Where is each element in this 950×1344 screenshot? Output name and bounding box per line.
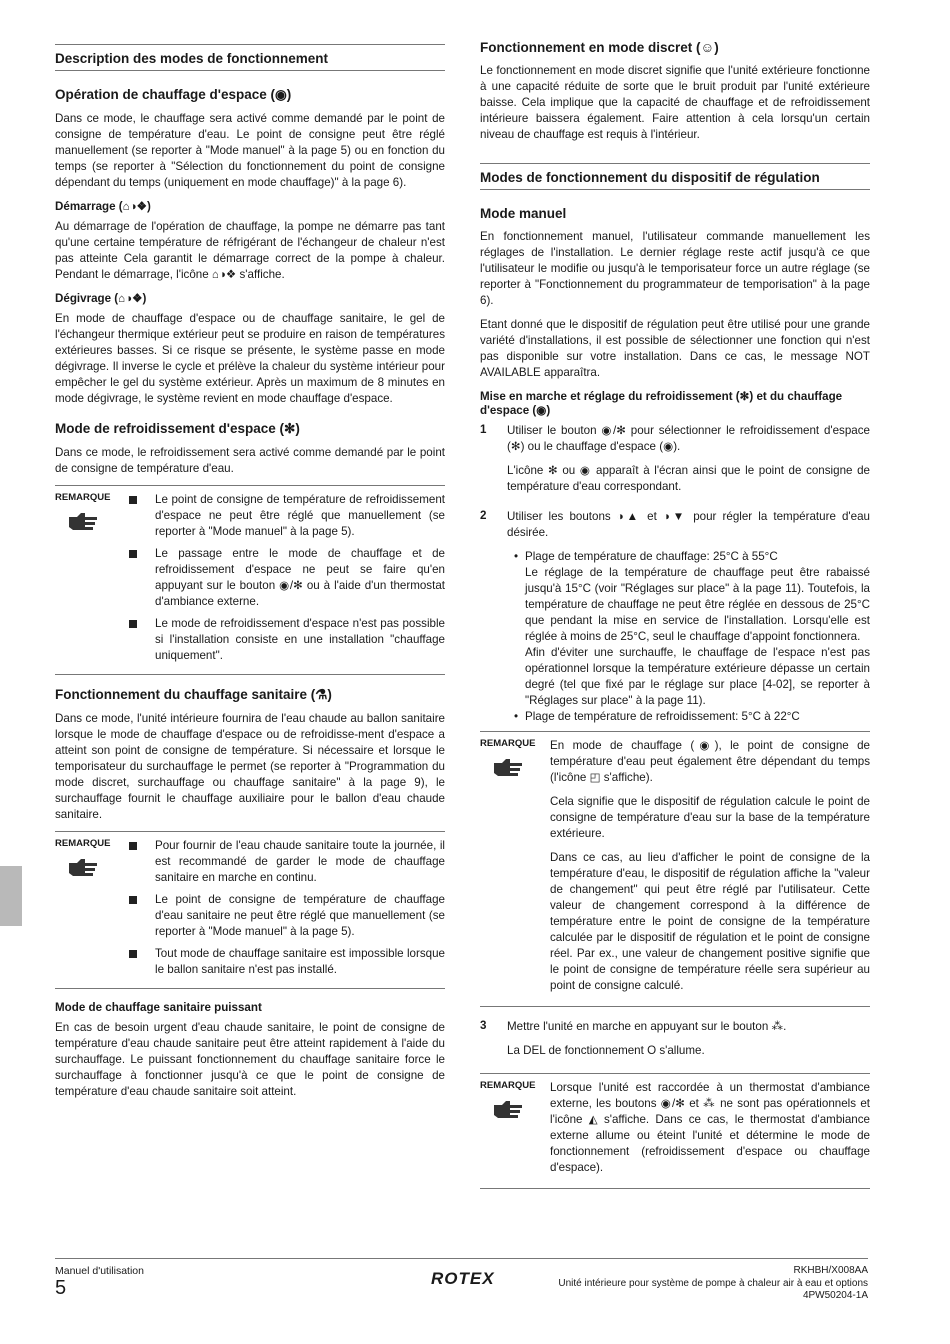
manual-text: Etant donné que le dispositif de régulation peut être utilisé pour une grande variété d'installations, il est possible de sélectionner une fonction qui n'est pas disponible sur votre installation. Dans ce cas, le message NOT AVAILABLE apparaîtra. [480,318,870,379]
section-title: Modes de fonctionnement du dispositif de régulation [480,163,870,190]
bullet-square-icon [129,896,137,904]
note-label: REMARQUE [480,738,536,749]
page-footer [55,1258,868,1301]
note-bullet: Pour fournir de l'eau chaude sanitaire toute la journée, il est recommandé de garder le mode de chauffage sanitaire en marche en continu. [125,838,445,886]
right-column [480,40,870,1201]
footer-description: Unité intérieure pour système de pompe à chaleur air à eau et options [558,1277,868,1289]
rotex-logo: ROTEX [431,1269,495,1288]
step: 2 Utiliser les boutons ◑▲ et ◑▼ pour régler la température d'eau désirée. • Plage de température de chauffage: 25°C à 55°C Le réglage de la température de chauffage peut être rabaissé jusqu'à 15°C (voir "Réglages sur place" à la page 11). Toutefois, la température de chauffage ne peut être réglée en dessous de 25°C que pendant la mise en service de l'installation. Lorsqu'elle est réglée à moins de 25°C, seul le chauffage d'appoint fonctionnera. Afin d'éviter une surchauffe, le chauffage de l'espace n'est pas opérationnel lorsque la température extérieure dépasse un certain degré (tel que fixé par le réglage sur place [4-02], se reporter à "Réglages sur place" à la page 11). • Plage de température de refroidissement: 5°C à 22°C [480,509,870,723]
dhw-note [55,831,445,989]
footer-model: RKHBH/X008AA [793,1265,868,1276]
note-label: REMARQUE [55,838,111,849]
dhw-text: Dans ce mode, l'unité intérieure fournira de l'eau chaude au ballon sanitaire lorsque le mode de chauffage d'espace ou de refroidisse-ment d'espace a atteint son point de consigne de température. Si nécessaire et lorsque le temporisateur du surchauffage le permet (se reporter à "Programmation du mode discret, surchauffage ou chauffage sanitaire" à la page 9), le surchauffage fournit le chauffage auxiliaire pour le ballon d'eau chaude sanitaire. [55,712,445,821]
manual-note: REMARQUE En mode de chauffage (◉), le point de consigne de température d'eau peut également être dépendant du temps (l'icône ◰ s'affiche). Cela signifie que le dispositif de régulation calcule le point de consigne de température d'eau sur la base de la température extérieure. Dans ce cas, au lieu d'afficher le point de consigne de la température d'eau, le dispositif de régulation affiche la "valeur de changement" qui peut être réglé par l'utilisateur. Cette valeur de changement correspond à la différence de température entre le point de consigne de la température calculée par le dispositif de régulation et le point de consigne réel. Par ex., une valeur de changement positive signifie que le point de consigne de température réelle sera supérieur au point de consigne calculé. [480,731,870,1007]
note-bullet: Le point de consigne de température de chauffage d'eau sanitaire ne peut être réglé que manuellement (se reporter à "Mode manuel" à la page 5). [125,892,445,940]
bullet-square-icon [129,550,137,558]
cooling-note [55,485,445,675]
note-bullet: Le mode de refroidissement d'espace n'est pas possible si l'installation consiste en une installation "chauffage uniquement". [125,616,445,664]
bullet-square-icon [129,950,137,958]
range-item: • Plage de température de refroidissement: 5°C à 22°C [507,709,870,725]
startup-text: Au démarrage de l'opération de chauffage, la pompe ne démarre pas tant qu'une certaine température de réfrigérant de l'échangeur de chaleur n'est pas atteinte Cela garantit le démarrage correct de la pompe à chaleur. Pendant le démarrage, l'icône ⌂◑❖ s'affiche. [55,220,445,281]
bullet-square-icon [129,496,137,504]
heating-text: Dans ce mode, le chauffage sera activé comme demandé par le point de consigne de température d'eau. Le point de consigne peut être réglé manuellement (se reporter à "Mode manuel" à la page 5) ou en fonction du temps (se reporter à "Sélection du fonctionnement du point de consigne dépendant du temps (uniquement en mode chauffage)" à la page 6). [55,112,445,189]
note-label: REMARQUE [480,1080,536,1091]
footer-manual: Manuel d'utilisation [55,1265,144,1277]
pointing-hand-icon [492,1099,526,1119]
pointing-hand-icon [67,511,101,531]
bullet-dot-icon: • [513,550,519,563]
defrost-text: En mode de chauffage d'espace ou de chauffage sanitaire, le gel de l'échangeur thermique extérieur peut se produire en raison de températures extérieures basses. Si ce risque se présente, le système passe en mode dégivrage. Il inverse le cycle et prélève la chaleur du système intérieur pour empêcher le gel du système extérieur. Après un maximum de 8 minutes en mode dégivrage, le système revient en mode chauffage d'espace. [55,312,445,405]
bullet-dot-icon: • [513,710,519,723]
step-number: 2 [480,509,487,522]
quiet-title: Fonctionnement en mode discret (☺) [480,40,719,55]
dhw-title: Fonctionnement du chauffage sanitaire (⚗) [55,687,332,702]
thermostat-note: REMARQUE Lorsque l'unité est raccordée à un thermostat d'ambiance externe, les boutons ◉/✻ et ⁂ ne sont pas opérationnels et l'icône ◭ s'affiche. Dans ce cas, le thermostat d'ambiance externe allume ou éteint l'unité et détermine le mode de fonctionnement (refroidissement d'espace ou chauffage d'espace). [480,1073,870,1189]
step-number: 3 [480,1019,487,1032]
pointing-hand-icon [67,857,101,877]
note-bullet: Tout mode de chauffage sanitaire est impossible lorsque le ballon sanitaire n'est pas installé. [125,946,445,978]
startup-title: Démarrage (⌂◑❖) [55,200,151,213]
page-number: 5 [55,1277,67,1299]
pointing-hand-icon [492,757,526,777]
quiet-text: Le fonctionnement en mode discret signifie que l'unité extérieure fonctionne à une capacité réduite de sorte que le bruit produit par l'unité extérieure baisse. Cela implique que la capacité de chauffage et de refroidissement intérieure baissera également. Faire attention à cela lorsqu'un certain niveau de chauffage est requis à l'intérieur. [480,64,870,141]
section-title: Description des modes de fonctionnement [55,44,445,71]
powerful-title: Mode de chauffage sanitaire puissant [55,1001,262,1014]
note-label: REMARQUE [55,492,111,503]
left-column [55,40,445,1108]
range-item: • Plage de température de chauffage: 25°C à 55°C Le réglage de la température de chauffage peut être rabaissé jusqu'à 15°C (voir "Réglages sur place" à la page 11). Toutefois, la température de chauffage ne peut être réglée en dessous de 25°C que pendant la mise en service de l'installation. Lorsqu'elle est réglée à moins de 25°C, seul le chauffage d'appoint fonctionnera. Afin d'éviter une surchauffe, le chauffage de l'espace n'est pas opérationnel lorsque la température extérieure dépasse un certain degré (tel que fixé par le réglage sur place [4-02], se reporter à "Réglages sur place" à la page 11). [507,549,870,709]
step: 1 Utiliser le bouton ◉/✻ pour sélectionner le refroidissement d'espace (✻) ou le chauffage d'espace (◉). L'icône ✻ ou ◉ apparaît à l'écran ainsi que le point de consigne de température d'eau correspondant. [480,423,870,503]
bullet-square-icon [129,620,137,628]
note-bullet: Le passage entre le mode de chauffage et de refroidissement d'espace ne peut se faire qu'en appuyant sur le bouton ◉/✻ ou à l'aide d'un thermostat d'ambiance externe. [125,546,445,610]
step: 3 Mettre l'unité en marche en appuyant sur le bouton ⁂. La DEL de fonctionnement O s'allume. [480,1019,870,1067]
cooling-text: Dans ce mode, le refroidissement sera activé comme demandé par le point de consigne de température d'eau. [55,446,445,475]
side-tab [0,866,22,926]
heating-title: Opération de chauffage d'espace (◉) [55,87,292,102]
step-number: 1 [480,423,487,436]
defrost-title: Dégivrage (⌂◑❖) [55,292,147,305]
note-bullet: Le point de consigne de température de refroidissement d'espace ne peut être réglé que manuellement (se reporter à "Mode manuel" à la page 5). [125,492,445,540]
footer-info [558,1265,868,1303]
bullet-square-icon [129,842,137,850]
manual-title: Mode manuel [480,206,567,221]
manual-text: En fonctionnement manuel, l'utilisateur commande manuellement les réglages de l'installation. Le dernier réglage reste actif jusqu'à ce que l'utilisateur le modifie ou jusqu'à le temporisateur force un autre réglage (se reporter à "Fonctionnement du programmateur de temporisation" à la page 6). [480,230,870,307]
cooling-title: Mode de refroidissement d'espace (✻) [55,421,300,436]
powerful-text: En cas de besoin urgent d'eau chaude sanitaire, le point de consigne de température d'eau chaude sanitaire peut être atteint rapidement à l'aide du surchauffage. Le puissant fonctionnement du chauffage sanitaire force le surchauffage à fonctionner jusqu'à ce que le point de consigne de température d'eau chaude sanitaire soit atteint. [55,1021,445,1098]
footer-doc-number: 4PW50204-1A [802,1290,868,1301]
startup-title: Mise en marche et réglage du refroidissement (✻) et du chauffage d'espace (◉) [480,390,843,417]
